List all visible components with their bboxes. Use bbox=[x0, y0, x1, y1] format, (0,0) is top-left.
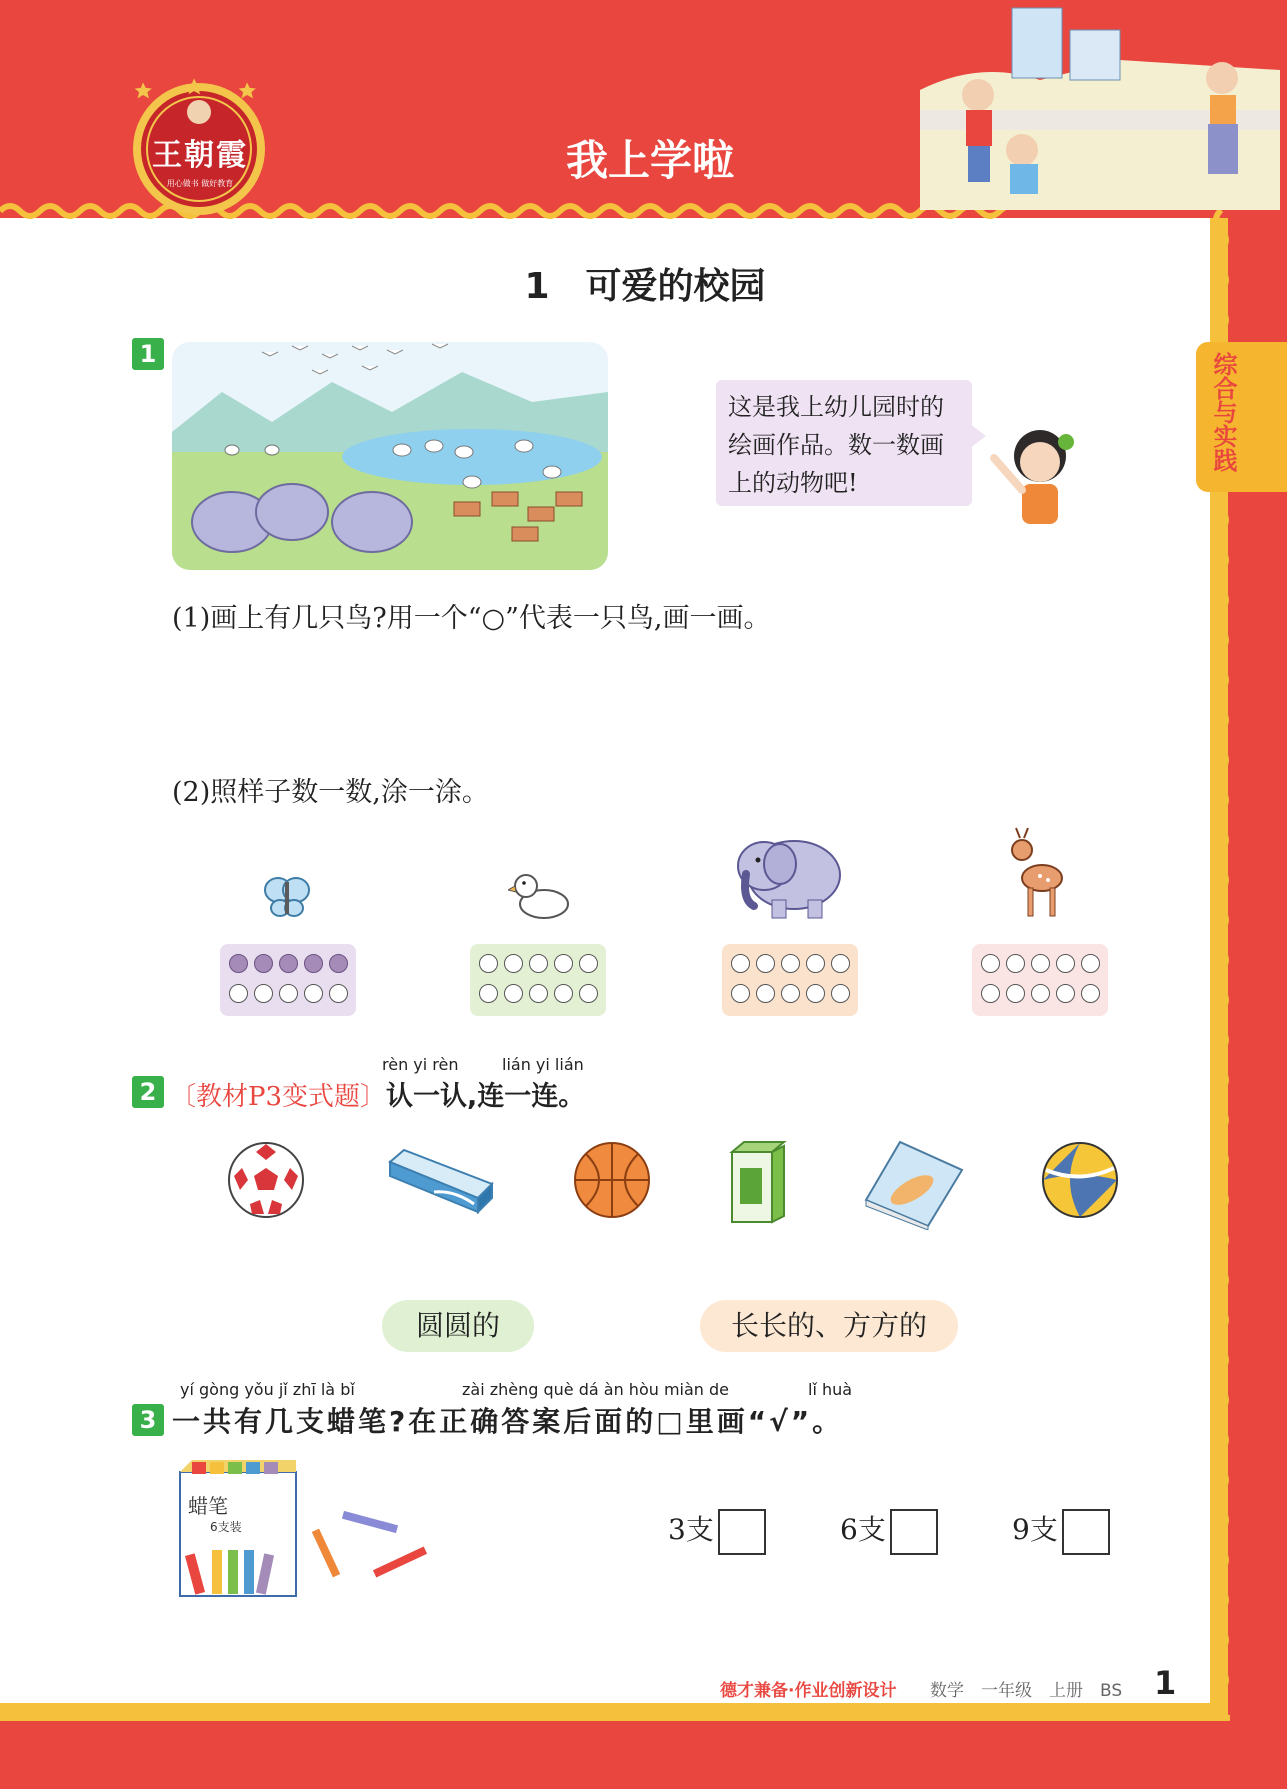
count-dot[interactable] bbox=[806, 954, 825, 973]
count-dot[interactable] bbox=[504, 954, 523, 973]
question-1-part-1: (1)画上有几只鸟?用一个“○”代表一只鸟,画一画。 bbox=[172, 603, 771, 634]
count-dot[interactable] bbox=[279, 984, 298, 1003]
count-dot[interactable] bbox=[279, 954, 298, 973]
footer-book-info: 数学 一年级 上册 BS bbox=[930, 1681, 1123, 1701]
count-dot[interactable] bbox=[229, 984, 248, 1003]
answer-label: 3支 bbox=[668, 1513, 714, 1546]
count-dot[interactable] bbox=[229, 954, 248, 973]
book-icon[interactable] bbox=[862, 1130, 966, 1230]
answer-checkbox-3[interactable] bbox=[718, 1509, 766, 1555]
count-dot[interactable] bbox=[831, 984, 850, 1003]
count-dot[interactable] bbox=[529, 954, 548, 973]
count-dot[interactable] bbox=[1006, 984, 1025, 1003]
pinyin-lian-yi-lian: lián yi lián bbox=[502, 1055, 584, 1074]
question-2-instruction: 认一认,连一连。 bbox=[386, 1081, 586, 1112]
count-dot[interactable] bbox=[479, 984, 498, 1003]
crayon-box-label: 蜡笔 bbox=[188, 1494, 228, 1518]
page-number: 1 bbox=[1154, 1664, 1177, 1702]
count-dot[interactable] bbox=[731, 954, 750, 973]
count-dot[interactable] bbox=[1031, 984, 1050, 1003]
answer-checkbox-9[interactable] bbox=[1062, 1509, 1110, 1555]
answer-label: 6支 bbox=[840, 1513, 886, 1546]
count-dot[interactable] bbox=[1056, 954, 1075, 973]
count-box-duck bbox=[470, 944, 606, 1016]
count-dot[interactable] bbox=[579, 984, 598, 1003]
count-dot[interactable] bbox=[579, 954, 598, 973]
wavy-border-bottom bbox=[0, 1700, 1230, 1726]
elephant-icon bbox=[724, 830, 854, 920]
count-dot[interactable] bbox=[304, 954, 323, 973]
pinyin-ren-yi-ren: rèn yi rèn bbox=[382, 1055, 459, 1074]
count-dot[interactable] bbox=[731, 984, 750, 1003]
count-dot[interactable] bbox=[554, 984, 573, 1003]
duck-icon bbox=[508, 868, 570, 920]
count-dot[interactable] bbox=[554, 954, 573, 973]
pinyin-line-1: yí gòng yǒu jǐ zhī là bǐ bbox=[180, 1380, 355, 1399]
count-dot[interactable] bbox=[781, 984, 800, 1003]
count-dot[interactable] bbox=[254, 984, 273, 1003]
logo-slogan-text: 用心做书 做好教育 bbox=[166, 179, 234, 188]
count-dot[interactable] bbox=[981, 984, 1000, 1003]
pinyin-line-2: zài zhèng què dá àn hòu miàn de bbox=[462, 1380, 730, 1399]
count-box-butterfly bbox=[220, 944, 356, 1016]
pinyin-line-3: lǐ huà bbox=[808, 1380, 853, 1399]
question-1-number: 1 bbox=[132, 338, 164, 370]
count-dot[interactable] bbox=[329, 954, 348, 973]
count-dot[interactable] bbox=[1031, 954, 1050, 973]
count-dot[interactable] bbox=[1006, 954, 1025, 973]
answer-option-9 bbox=[1012, 1508, 1110, 1555]
textbook-reference: 〔教材P3变式题〕 bbox=[170, 1082, 387, 1112]
speech-bubble-text: 这是我上幼儿园时的绘画作品。数一数画上的动物吧! bbox=[728, 393, 944, 497]
count-dot[interactable] bbox=[504, 984, 523, 1003]
unit-title: 我上学啦 bbox=[565, 136, 734, 185]
waving-girl-illustration bbox=[980, 418, 1090, 538]
question-1-part-2: (2)照样子数一数,涂一涂。 bbox=[172, 777, 489, 808]
lesson-title: 1 可爱的校园 bbox=[524, 266, 766, 307]
count-dot[interactable] bbox=[304, 984, 323, 1003]
logo-brand-text: 王朝霞 bbox=[152, 138, 248, 173]
volleyball-icon[interactable] bbox=[1040, 1140, 1120, 1220]
butterfly-icon bbox=[262, 872, 312, 920]
toothpaste-box-icon[interactable] bbox=[384, 1140, 496, 1220]
count-dot[interactable] bbox=[756, 984, 775, 1003]
crayon-box-count: 6支装 bbox=[210, 1520, 242, 1534]
deer-icon bbox=[1008, 826, 1070, 920]
soccer-ball-icon[interactable] bbox=[226, 1140, 306, 1220]
count-dot[interactable] bbox=[1056, 984, 1075, 1003]
animal-painting-illustration bbox=[172, 342, 608, 570]
count-dot[interactable] bbox=[756, 954, 775, 973]
count-dot[interactable] bbox=[981, 954, 1000, 973]
basketball-icon[interactable] bbox=[572, 1140, 652, 1220]
count-dot[interactable] bbox=[806, 984, 825, 1003]
question-3-text: 一共有几支蜡笔?在正确答案后面的□里画“√”。 bbox=[172, 1405, 844, 1438]
question-3-number: 3 bbox=[132, 1404, 164, 1436]
count-dot[interactable] bbox=[479, 954, 498, 973]
milk-carton-icon[interactable] bbox=[726, 1138, 788, 1224]
school-gate-scene-illustration bbox=[920, 0, 1280, 210]
count-dot[interactable] bbox=[254, 954, 273, 973]
category-long-square-target[interactable]: 长长的、方方的 bbox=[700, 1300, 958, 1352]
category-round-target[interactable]: 圆圆的 bbox=[382, 1300, 534, 1352]
answer-label: 9支 bbox=[1012, 1513, 1058, 1546]
answer-checkbox-6[interactable] bbox=[890, 1509, 938, 1555]
count-box-deer bbox=[972, 944, 1108, 1016]
count-dot[interactable] bbox=[831, 954, 850, 973]
answer-option-6 bbox=[840, 1508, 938, 1555]
count-dot[interactable] bbox=[781, 954, 800, 973]
count-dot[interactable] bbox=[1081, 984, 1100, 1003]
side-tab-label: 综合与实践 bbox=[1209, 352, 1237, 472]
question-2-number: 2 bbox=[132, 1076, 164, 1108]
question-2-prompt bbox=[170, 1074, 585, 1113]
footer-brand: 德才兼备·作业创新设计 bbox=[720, 1681, 897, 1701]
count-box-elephant bbox=[722, 944, 858, 1016]
count-dot[interactable] bbox=[529, 984, 548, 1003]
answer-option-3 bbox=[668, 1508, 766, 1555]
count-dot[interactable] bbox=[329, 984, 348, 1003]
count-dot[interactable] bbox=[1081, 954, 1100, 973]
